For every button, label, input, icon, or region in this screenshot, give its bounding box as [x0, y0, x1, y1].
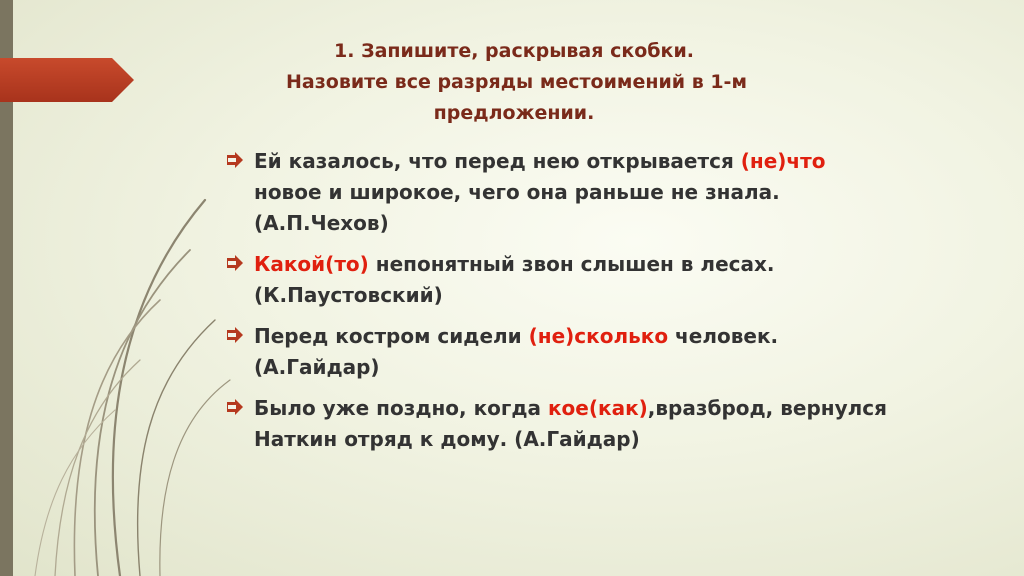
arrow-bullet-icon: [226, 254, 244, 272]
list-item: [226, 146, 1006, 239]
title-line-3: предложении.: [433, 102, 595, 124]
item-text: Ей казалось, что перед нею открывается: [254, 149, 741, 173]
arrow-bullet-icon: [226, 398, 244, 416]
arrow-bullet-icon: [226, 151, 244, 169]
item-line: Наткин отряд к дому. (А.Гайдар): [254, 427, 640, 451]
item-line: [254, 146, 1006, 177]
arrow-bullet-icon: [226, 326, 244, 344]
item-line: (А.П.Чехов): [254, 211, 389, 235]
item-line: [254, 249, 1006, 280]
item-line: (К.Паустовский): [254, 283, 443, 307]
item-highlight: Какой(то): [254, 252, 369, 276]
title-line-2: Назовите все разряды местоимений в 1-м: [286, 71, 747, 93]
item-text: человек.: [668, 324, 779, 348]
slide-title: [286, 36, 747, 129]
list-item: [226, 249, 1006, 311]
item-text: Было уже поздно, когда: [254, 396, 548, 420]
item-highlight: (не)сколько: [528, 324, 669, 348]
item-highlight: кое(как): [547, 396, 648, 420]
item-line: [254, 321, 1006, 352]
item-text: ,вразброд, вернулся: [647, 396, 887, 420]
item-text: Перед костром сидели: [254, 324, 529, 348]
list-item: [226, 393, 1006, 455]
slide-content: [226, 146, 1006, 465]
item-line: [254, 393, 1006, 424]
item-line: новое и широкое, чего она раньше не знала.: [254, 180, 780, 204]
item-highlight: (не)что: [740, 149, 826, 173]
item-text: непонятный звон слышен в лесах.: [368, 252, 775, 276]
list-item: [226, 321, 1006, 383]
accent-arrow-tab: [0, 58, 134, 102]
item-line: (А.Гайдар): [254, 355, 380, 379]
title-line-1: 1. Запишите, раскрывая скобки.: [334, 40, 694, 62]
